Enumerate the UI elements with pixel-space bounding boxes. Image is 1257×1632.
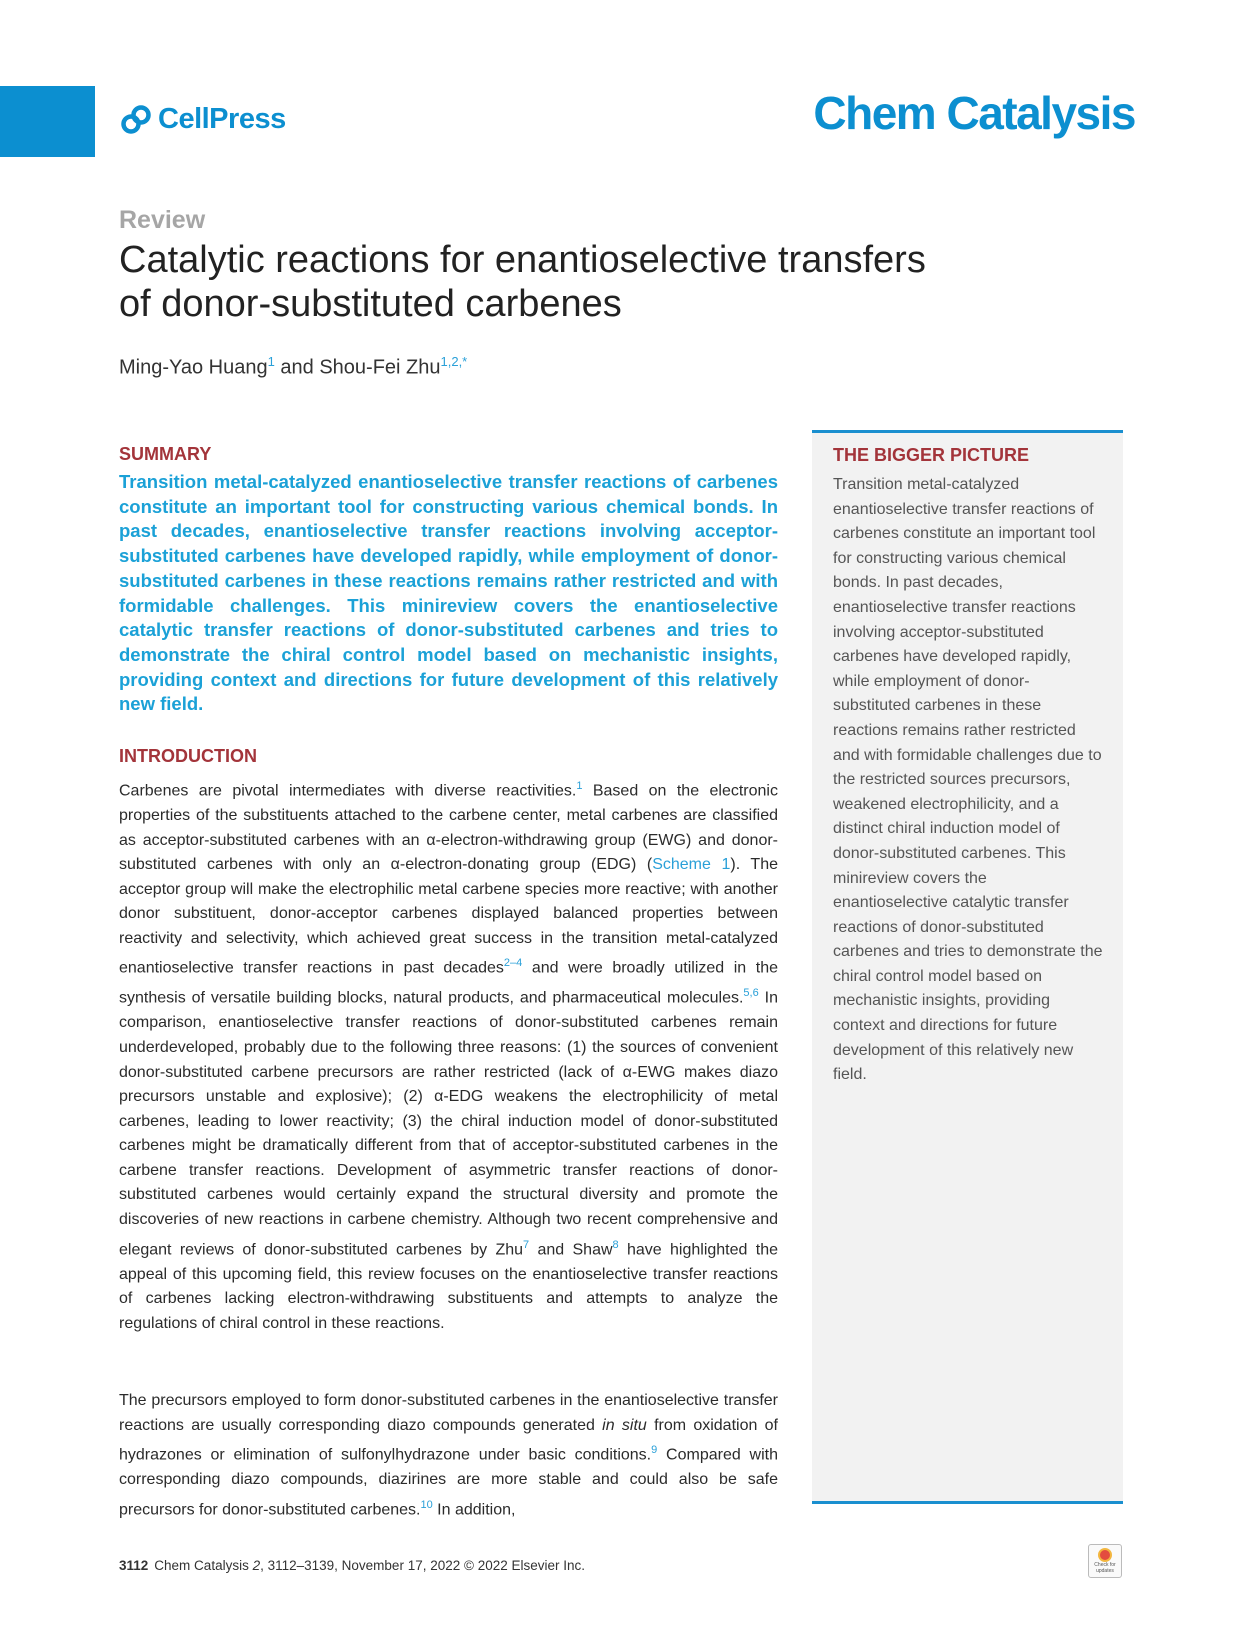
author-connector: and [274,356,320,379]
reference-citation[interactable]: 1 [576,780,583,792]
publisher-logo[interactable] [120,103,286,136]
body-text: Carbenes are pivotal intermediates with diverse reactivities. [119,782,577,800]
bigger-picture-box [812,430,1123,1504]
bookmark-icon [1098,1548,1112,1562]
body-text: ). The acceptor group will make the electrophilic metal carbene species more reactive; with another donor substituent, donor-acceptor carbenes displayed balanced properties between reactivity and selectivity, which achieved great success in the transition metal-catalyzed enantioselective transfer reactions in past decades [119,856,779,977]
body-text: Based on the electronic properties of the substituents attached to the carbene center, metal carbenes are classified as acceptor-substituted carbenes with an α-electron-withdrawing group (EWG) and donor-substituted carbenes with only an α-electron-donating group (EDG) ( [119,782,778,874]
reference-citation[interactable]: 5,6 [743,987,759,1000]
badge-label: Check for updates [1094,1562,1116,1574]
body-text: The precursors employed to form donor-substituted carbenes in the enantioselective transfer reactions are usually corresponding diazo compounds generated [119,1392,778,1434]
check-for-updates-badge[interactable] [1088,1544,1122,1578]
author-name: Ming-Yao Huang [119,356,268,379]
title-line: of donor-substituted carbenes [119,283,622,325]
body-text: In comparison, enantioselective transfer reactions of donor-substituted carbenes remain underdeveloped, probably due to the following three reasons: (1) the sources of convenient donor-substituted carbene precursors are rather restricted (lack of α-EWG makes diazo precursors unstable and explosive); (2) α-EDG weakens the electrophilicity of metal carbenes, leading to lower reactivity; (3) the chiral induction model of donor-substituted carbenes might be dramatically different from that of acceptor-substituted carbenes in the carbene transfer reactions. Development of asymmetric transfer reactions of donor-substituted carbenes would certainly expand the structural diversity and promote the discoveries of new reactions in carbene chemistry. Although two recent comprehensive and elegant reviews of donor-substituted carbenes by Zhu [119,989,778,1258]
body-text: and Shaw [529,1241,613,1258]
body-text: Compared with corresponding diazo compounds, diazirines are more stable and could also be safe precursors for donor-substituted carbenes. [119,1446,779,1519]
body-text: and were broadly utilized in the synthesis of versatile building blocks, natural products, and pharmaceutical molecules. [119,959,778,1007]
introduction-heading: INTRODUCTION [119,746,257,766]
summary-text: Transition metal-catalyzed enantioselective transfer reactions of carbenes constitute an important tool for constructing various chemical bonds. In past decades, enantioselective transfer reactions involving acceptor-substituted carbenes have developed rapidly, while employment of donor-substituted carbenes in these reactions remains rather restricted and with formidable challenges. This minireview covers the enantioselective catalytic transfer reactions of donor-substituted carbenes and tries to demonstrate the chiral control model based on mechanistic insights, providing context and directions for future development of this relatively new field. [119,471,778,715]
reference-citation[interactable]: 8 [612,1238,619,1251]
author-affiliation[interactable]: 1 [267,354,275,369]
corner-accent-block [0,86,95,157]
publisher-name: CellPress [158,103,286,135]
reference-citation[interactable]: 2–4 [503,957,523,970]
article-title [119,238,1019,326]
body-text: In addition, [432,1501,516,1519]
footer-journal: Chem Catalysis [154,1558,253,1573]
article-type: Review [119,206,206,234]
reference-citation[interactable]: 10 [420,1498,433,1511]
reference-citation[interactable]: 9 [651,1444,658,1457]
footer-volume: 2 [252,1558,261,1573]
introduction-paragraph [119,1389,778,1523]
journal-name[interactable]: Chem Catalysis [813,87,1135,139]
author-list [119,354,467,380]
title-line: Catalytic reactions for enantioselective transfers [119,239,926,281]
summary-heading: SUMMARY [119,444,212,464]
cellpress-logo-icon [120,104,152,136]
body-text: from oxidation of hydrazones or elimination of sulfonylhydrazone under basic conditions. [119,1416,778,1464]
emphasis-text: in situ [602,1416,647,1434]
page-number: 3112 [119,1558,149,1573]
page-footer [119,1558,585,1573]
body-text: have highlighted the appeal of this upcoming field, this review focuses on the enantioselective transfer reactions of carbenes lacking electron-withdrawing substituents and attempts to analyze the regulations of chiral control in these reactions. [119,1241,778,1332]
author-name: Shou-Fei Zhu [319,356,441,379]
author-affiliation[interactable]: 1,2,* [440,354,468,369]
reference-citation[interactable]: 7 [523,1238,530,1251]
introduction-paragraph [119,774,778,1336]
bigger-picture-text: Transition metal-catalyzed enantioselective transfer reactions of carbenes constitute an important tool for constructing various chemical bonds. In past decades, enantioselective transfer reactions involving acceptor-substituted carbenes have developed rapidly, while employment of donor-substituted carbenes in these reactions remains rather restricted and with formidable challenges due to the restricted sources precursors, weakened electrophilicity, and a distinct chiral induction model of donor-substituted carbenes. This minireview covers the enantioselective catalytic transfer reactions of donor-substituted carbenes and tries to demonstrate the chiral control model based on mechanistic insights, providing context and directions for future development of this relatively new field. [833,476,1103,1084]
bigger-picture-heading: THE BIGGER PICTURE [833,445,1030,465]
footer-citation: , 3112–3139, November 17, 2022 © 2022 Elsevier Inc. [260,1558,585,1573]
figure-link[interactable]: Scheme 1 [652,856,731,874]
